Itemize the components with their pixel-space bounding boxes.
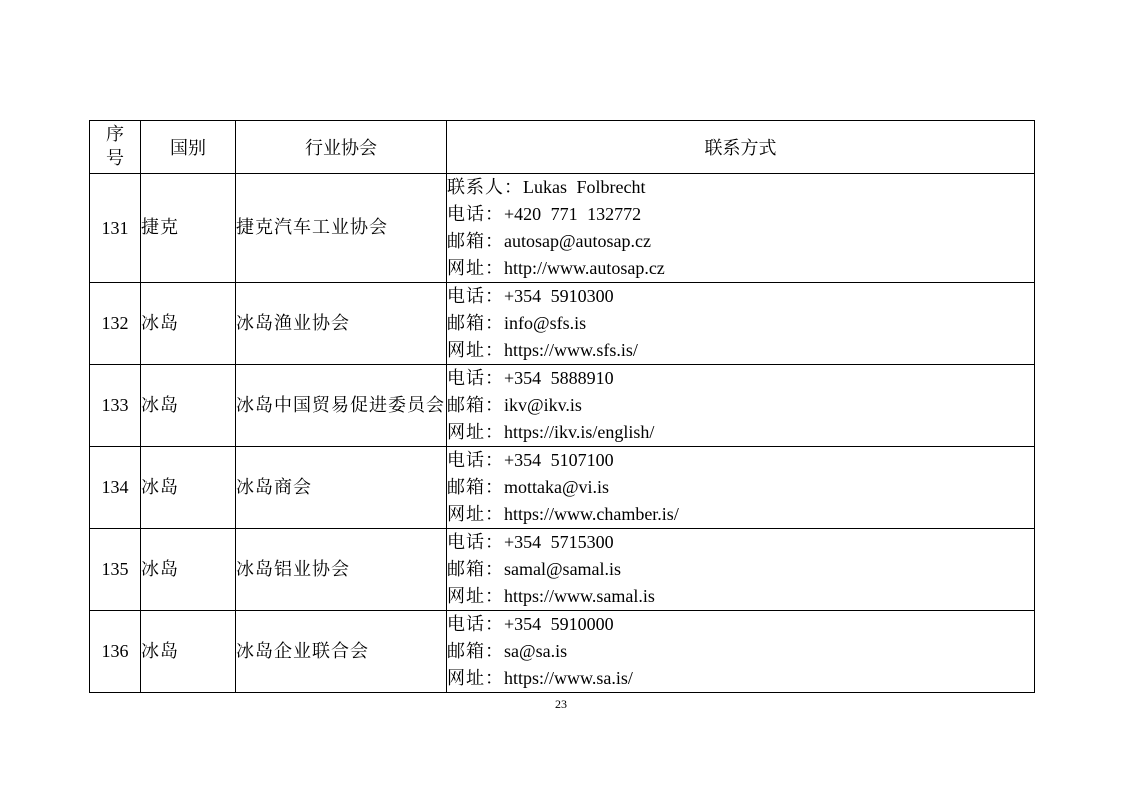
header-country: 国别: [141, 121, 236, 174]
contact-value: +354 5910300: [504, 286, 614, 306]
row-association: 冰岛渔业协会: [236, 283, 447, 365]
row-seq: 135: [90, 529, 141, 611]
contact-value: https://www.chamber.is/: [504, 504, 679, 524]
contact-label: 电话：: [447, 368, 504, 389]
header-association: 行业协会: [236, 121, 447, 174]
contact-label: 邮箱：: [447, 395, 504, 416]
contact-value: +354 5715300: [504, 532, 614, 552]
contact-value: https://www.sfs.is/: [504, 340, 638, 360]
header-seq-line-1: 序: [106, 124, 124, 145]
contact-label: 电话：: [447, 532, 504, 553]
contact-website-line: [447, 419, 1034, 446]
contact-value: https://www.sa.is/: [504, 668, 633, 688]
row-association: 冰岛企业联合会: [236, 611, 447, 693]
contact-label: 邮箱：: [447, 313, 504, 334]
contact-website-line: [447, 255, 1034, 282]
contact-phone-line: [447, 365, 1034, 392]
row-association: 冰岛中国贸易促进委员会: [236, 365, 447, 447]
contact-email-line: [447, 228, 1034, 255]
contact-value: autosap@autosap.cz: [504, 231, 652, 251]
contact-email-line: [447, 556, 1034, 583]
contact-value: mottaka@vi.is: [504, 477, 610, 497]
contact-label: 电话：: [447, 286, 504, 307]
contact-website-line: [447, 337, 1034, 364]
table-row: [90, 365, 1035, 447]
row-country: 冰岛: [141, 447, 236, 529]
contact-value: Lukas Folbrecht: [523, 177, 646, 197]
contact-phone-line: [447, 283, 1034, 310]
contact-label: 邮箱：: [447, 559, 504, 580]
contact-value: +420 771 132772: [504, 204, 642, 224]
header-seq-line-2: 号: [106, 148, 124, 169]
contact-value: ikv@ikv.is: [504, 395, 582, 415]
table-row: [90, 611, 1035, 693]
row-association: 冰岛商会: [236, 447, 447, 529]
row-country: 冰岛: [141, 365, 236, 447]
contact-value: samal@samal.is: [504, 559, 622, 579]
contact-label: 邮箱：: [447, 641, 504, 662]
contact-label: 网址：: [447, 258, 504, 279]
contact-value: info@sfs.is: [504, 313, 587, 333]
contact-value: http://www.autosap.cz: [504, 258, 665, 278]
contact-label: 网址：: [447, 586, 504, 607]
contact-email-line: [447, 638, 1034, 665]
contact-label: 网址：: [447, 668, 504, 689]
row-association: 捷克汽车工业协会: [236, 174, 447, 283]
contact-phone-line: [447, 529, 1034, 556]
contact-website-line: [447, 665, 1034, 692]
row-contact: [447, 174, 1035, 283]
row-seq: 132: [90, 283, 141, 365]
row-seq: 133: [90, 365, 141, 447]
table-row: [90, 529, 1035, 611]
contact-email-line: [447, 392, 1034, 419]
row-seq: 131: [90, 174, 141, 283]
contact-value: sa@sa.is: [504, 641, 568, 661]
row-contact: [447, 529, 1035, 611]
contact-label: 网址：: [447, 340, 504, 361]
contact-phone-line: [447, 447, 1034, 474]
header-seq: [90, 121, 141, 174]
row-country: 捷克: [141, 174, 236, 283]
table-row: [90, 447, 1035, 529]
contact-label: 网址：: [447, 504, 504, 525]
contact-website-line: [447, 583, 1034, 610]
row-contact: [447, 447, 1035, 529]
table-header-row: [90, 121, 1035, 174]
contact-label: 电话：: [447, 614, 504, 635]
page-number: 23: [555, 697, 567, 711]
contact-label: 邮箱：: [447, 231, 504, 252]
contact-phone-line: [447, 611, 1034, 638]
contact-label: 电话：: [447, 204, 504, 225]
association-table: [89, 120, 1035, 693]
row-contact: [447, 283, 1035, 365]
row-contact: [447, 365, 1035, 447]
table-row: [90, 283, 1035, 365]
row-association: 冰岛铝业协会: [236, 529, 447, 611]
contact-phone-line: [447, 201, 1034, 228]
row-country: 冰岛: [141, 611, 236, 693]
table-row: [90, 174, 1035, 283]
header-contact: 联系方式: [447, 121, 1035, 174]
contact-label: 联系人：: [447, 177, 523, 198]
contact-value: https://ikv.is/english/: [504, 422, 655, 442]
row-seq: 136: [90, 611, 141, 693]
contact-label: 电话：: [447, 450, 504, 471]
row-seq: 134: [90, 447, 141, 529]
contact-value: https://www.samal.is: [504, 586, 655, 606]
contact-label: 网址：: [447, 422, 504, 443]
row-contact: [447, 611, 1035, 693]
contact-website-line: [447, 501, 1034, 528]
contact-value: +354 5107100: [504, 450, 614, 470]
contact-label: 邮箱：: [447, 477, 504, 498]
contact-value: +354 5910000: [504, 614, 614, 634]
contact-value: +354 5888910: [504, 368, 614, 388]
contact-email-line: [447, 310, 1034, 337]
row-country: 冰岛: [141, 283, 236, 365]
contact-person-line: [447, 174, 1034, 201]
row-country: 冰岛: [141, 529, 236, 611]
contact-email-line: [447, 474, 1034, 501]
